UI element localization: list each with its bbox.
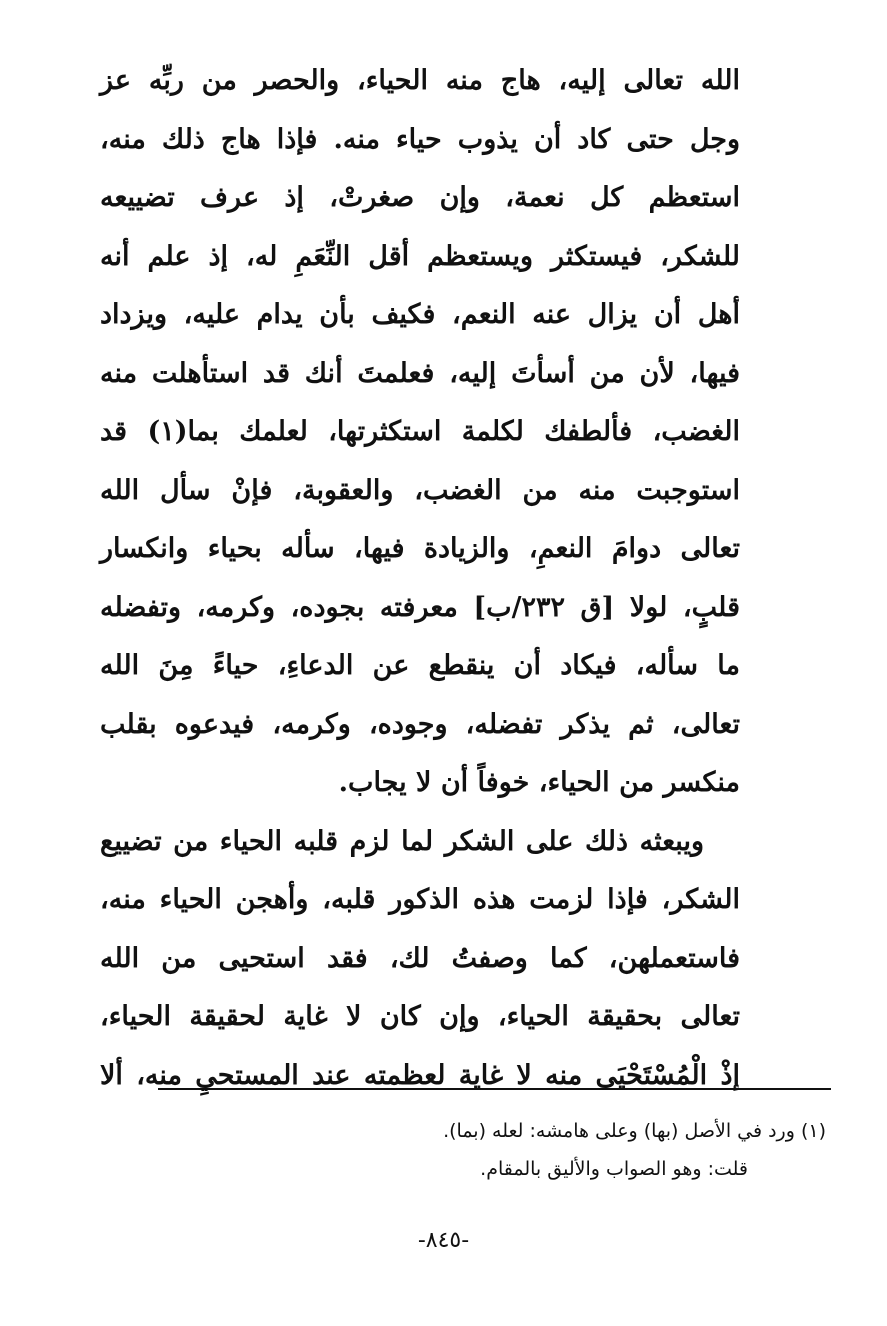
text-line: تعالى دوامَ النعمِ، والزيادة فيها، سأله بحياء وانكسار — [100, 533, 740, 564]
text-line: منكسر من الحياء، خوفاً أن لا يجاب. — [338, 767, 740, 798]
text-line: قلبٍ، لولا [ق ٢٣٢/ب] معرفته بجوده، وكرمه، وتفضله — [100, 591, 740, 623]
text-line: فيها، لأن من أسأتَ إليه، فعلمتَ أنك قد استأهلت منه — [100, 357, 740, 389]
text-line: الغضب، فألطفك لكلمة استكثرتها، لعلمك بما(١) قد — [100, 416, 740, 447]
text-line: إذْ الْمُسْتَحْيَى منه لا غاية لعظمته عند المستحيِ منه، ألا — [100, 1059, 740, 1091]
text-line: أهل أن يزال عنه النعم، فكيف بأن يدام عليه، ويزداد — [100, 299, 740, 330]
text-line: الشكر، فإذا لزمت هذه الذكور قلبه، وأهجن الحياء منه، — [100, 884, 740, 915]
paragraph-1 — [100, 52, 740, 813]
footnote-divider — [158, 1088, 831, 1090]
text-line: تعالى بحقيقة الحياء، وإن كان لا غاية لحقيقة الحياء، — [100, 1001, 740, 1032]
footnote-1: (١) ورد في الأصل (بها) وعلى هامشه: لعله (بما). — [443, 1120, 826, 1142]
footnotes — [160, 1112, 826, 1188]
text-line: تعالى، ثم يذكر تفضله، وجوده، وكرمه، فيدعوه بقلب — [100, 708, 740, 740]
paragraph-2 — [100, 813, 740, 1106]
text-line: وجل حتى كاد أن يذوب حياء منه. فإذا هاج ذلك منه، — [100, 123, 740, 155]
text-line: استعظم كل نعمة، وإن صغرتْ، إذ عرف تضييعه — [100, 182, 740, 213]
text-line: ما سأله، فيكاد أن ينقطع عن الدعاءِ، حياءً مِنَ الله — [100, 650, 740, 681]
main-text — [100, 52, 740, 1105]
page-number: -٨٤٥- — [417, 1228, 470, 1253]
text-line: استوجبت منه من الغضب، والعقوبة، فإنْ سأل الله — [100, 474, 740, 506]
footnote-1-continuation: قلت: وهو الصواب والأليق بالمقام. — [480, 1158, 748, 1180]
text-line: فاستعملهن، كما وصفتُ لك، فقد استحيى من الله — [100, 942, 740, 974]
text-line: ويبعثه ذلك على الشكر لما لزم قلبه الحياء من تضييع — [100, 825, 704, 857]
text-line: للشكر، فيستكثر ويستعظم أقل النِّعَمِ له، إذ علم أنه — [100, 240, 740, 272]
text-line: الله تعالى إليه، هاج منه الحياء، والحصر من ربِّه عز — [100, 65, 740, 96]
